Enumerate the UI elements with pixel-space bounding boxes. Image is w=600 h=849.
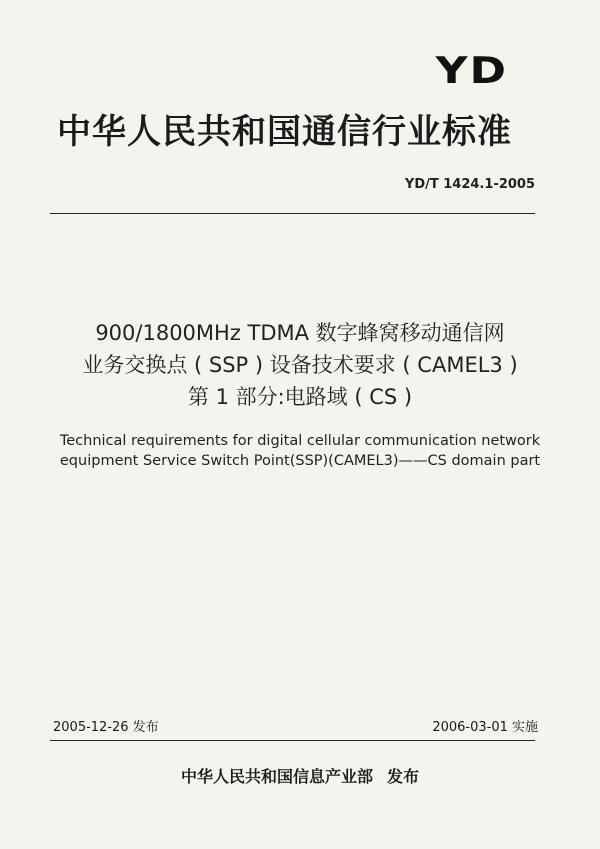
yd-logo: YD [435,50,508,92]
industry-standard-title: 中华人民共和国通信行业标准 [57,112,512,152]
issue-date: 2005-12-26 发布 [53,720,159,735]
implementation-date: 2006-03-01 实施 [432,720,538,735]
title-cn-line-3: 第 1 部分:电路域 ( CS ) [187,385,413,409]
top-divider [50,213,535,214]
title-cn-line-1: 900/1800MHz TDMA 数字蜂窝移动通信网 [95,321,505,345]
document-title-chinese [0,317,600,413]
document-title-english [0,431,600,471]
title-cn-line-2: 业务交换点 ( SSP ) 设备技术要求 ( CAMEL3 ) [82,353,518,377]
publisher-name: 中华人民共和国信息产业部 [180,767,373,786]
title-en-line-2: equipment Service Switch Point(SSP)(CAMEL3)——CS domain part [59,453,541,469]
standard-number: YD/T 1424.1-2005 [404,177,535,192]
publisher-action: 发布 [387,767,420,786]
publisher-line [0,764,600,787]
bottom-divider [50,740,535,741]
title-en-line-1: Technical requirements for digital cellular communication network [59,433,541,449]
